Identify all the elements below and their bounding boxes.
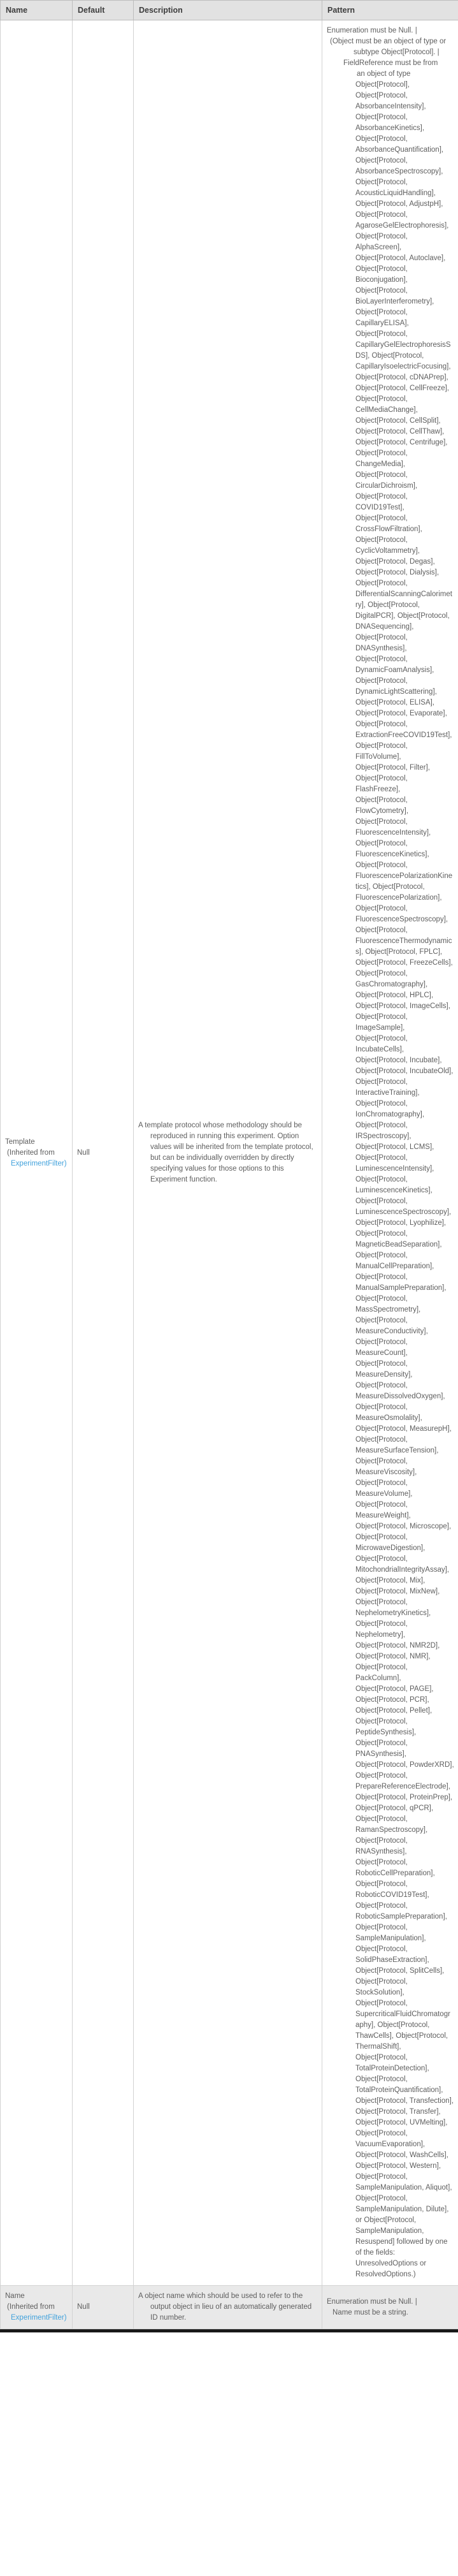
default-value: Null (77, 1148, 90, 1157)
inherited-link-line (11, 2313, 68, 2324)
pattern-intro-line: Enumeration must be Null. | (327, 27, 417, 34)
inherited-note-suffix: ) (64, 2314, 67, 2322)
option-name: Template (5, 1138, 35, 1146)
default-value: Null (77, 2303, 90, 2311)
inherited-note-suffix: ) (64, 1159, 67, 1167)
name-cell-template (1, 20, 73, 2286)
default-cell-template (73, 20, 134, 2286)
experiment-filter-link[interactable]: ExperimentFilter (11, 2314, 64, 2322)
description-cell-template (134, 20, 322, 2286)
pattern-line: Name must be a string. (333, 2308, 408, 2316)
experiment-filter-link[interactable]: ExperimentFilter (11, 1159, 64, 1167)
inherited-link-line (11, 1159, 68, 1169)
inherited-note: (Inherited from (7, 1148, 55, 1157)
pattern-cell-template (322, 20, 458, 2286)
column-header-pattern: Pattern (322, 1, 458, 20)
table-row-template (1, 20, 458, 2286)
pattern-line: Enumeration must be Null. | (327, 2297, 417, 2306)
name-cell-name (1, 2286, 73, 2329)
pattern-enumeration: Object[Protocol], Object[Protocol, AbsorbanceIntensity], Object[Protocol, AbsorbanceKinetics], Object[Protocol, AbsorbanceQuantification], Object[Protocol, AbsorbanceSpectroscopy], Object[Protocol, AcousticLiquidHandling], Object[Protocol, AdjustpH], Object[Protocol, AgaroseGelElectrophoresis], Object[Protocol, AlphaScreen], Object[Protocol, Autoclave], Object[Protocol, Bioconjugation], Object[Protocol, BioLayerInterferometry], Object[Protocol, CapillaryELISA], Object[Protocol, CapillaryGelElectrophoresisSDS], Object[Protocol, CapillaryIsoelectricFocusing], Object[Protocol, cDNAPrep], Object[Protocol, CellFreeze], Object[Protocol, CellMediaChange], Object[Protocol, CellSplit], Object[Protocol, CellThaw], Object[Protocol, Centrifuge], Object[Protocol, ChangeMedia], Object[Protocol, CircularDichroism], Object[Protocol, COVID19Test], Object[Protocol, CrossFlowFiltration], Object[Protocol, CyclicVoltammetry], Object[Protocol, Degas], Object[Protocol, Dialysis], Object[Protocol, DifferentialScanningCalorimetry], Object[Protocol, DigitalPCR], Object[Protocol, DNASequencing], Object[Protocol, DNASynthesis], Object[Protocol, DynamicFoamAnalysis], Object[Protocol, DynamicLightScattering], Object[Protocol, ELISA], Object[Protocol, Evaporate], Object[Protocol, ExtractionFreeCOVID19Test], Object[Protocol, FillToVolume], Object[Protocol, Filter], Object[Protocol, FlashFreeze], Object[Protocol, FlowCytometry], Object[Protocol, FluorescenceIntensity], Object[Protocol, FluorescenceKinetics], Object[Protocol, FluorescencePolarizationKinetics], Object[Protocol, FluorescencePolarization], Object[Protocol, FluorescenceSpectroscopy], Object[Protocol, FluorescenceThermodynamics], Object[Protocol, FPLC], Object[Protocol, FreezeCells], Object[Protocol, GasChromatography], Object[Protocol, HPLC], Object[Protocol, ImageCells], Object[Protocol, ImageSample], Object[Protocol, IncubateCells], Object[Protocol, Incubate], Object[Protocol, IncubateOld], Object[Protocol, InteractiveTraining], Object[Protocol, IonChromatography], Object[Protocol, IRSpectroscopy], Object[Protocol, LCMS], Object[Protocol, LuminescenceIntensity], Object[Protocol, LuminescenceKinetics], Object[Protocol, LuminescenceSpectroscopy], Object[Protocol, Lyophilize], Object[Protocol, MagneticBeadSeparation], Object[Protocol, ManualCellPreparation], Object[Protocol, ManualSamplePreparation], Object[Protocol, MassSpectrometry], Object[Protocol, MeasureConductivity], Object[Protocol, MeasureCount], Object[Protocol, MeasureDensity], Object[Protocol, MeasureDissolvedOxygen], Object[Protocol, MeasureOsmolality], Object[Protocol, MeasurepH], Object[Protocol, MeasureSurfaceTension], Object[Protocol, MeasureViscosity], Object[Protocol, MeasureVolume], Object[Protocol, MeasureWeight], Object[Protocol, Microscope], Object[Protocol, MicrowaveDigestion], Object[Protocol, MitochondrialIntegrityAssay], Object[Protocol, Mix], Object[Protocol, MixNew], Object[Protocol, NephelometryKinetics], Object[Protocol, Nephelometry], Object[Protocol, NMR2D], Object[Protocol, NMR], Object[Protocol, PackColumn], Object[Protocol, PAGE], Object[Protocol, PCR], Object[Protocol, Pellet], Object[Protocol, PeptideSynthesis], Object[Protocol, PNASynthesis], Object[Protocol, PowderXRD], Object[Protocol, PrepareReferenceElectrode], Object[Protocol, ProteinPrep], Object[Protocol, qPCR], Object[Protocol, RamanSpectroscopy], Object[Protocol, RNASynthesis], Object[Protocol, RoboticCellPreparation], Object[Protocol, RoboticCOVID19Test], Object[Protocol, RoboticSamplePreparation], Object[Protocol, SampleManipulation], Object[Protocol, SolidPhaseExtraction], Object[Protocol, SplitCells], Object[Protocol, StockSolution], Object[Protocol, SupercriticalFluidChromatography], Object[Protocol, ThawCells], Object[Protocol, ThermalShift], Object[Protocol, TotalProteinDetection], Object[Protocol, TotalProteinQuantification], Object[Protocol, Transfection], Object[Protocol, Transfer], Object[Protocol, UVMelting], Object[Protocol, VacuumEvaporation], Object[Protocol, WashCells], Object[Protocol, Western], Object[Protocol, SampleManipulation, Aliquot], Object[Protocol, SampleManipulation, Dilute], or Object[Protocol, SampleManipulation, Resuspend] followed by one of the fields: UnresolvedOptions or ResolvedOptions.) (355, 81, 454, 2278)
bottom-bar (0, 2329, 458, 2332)
pattern-intro-line: subtype Object[Protocol]. | (354, 48, 440, 56)
default-cell-name (73, 2286, 134, 2329)
option-name: Name (5, 2292, 25, 2300)
pattern-intro-line: an object of type (357, 70, 411, 78)
description-cell-name (134, 2286, 322, 2329)
column-header-description: Description (134, 1, 322, 20)
pattern-intro-line: FieldReference must be from (343, 59, 438, 67)
pattern-intro-line: (Object must be an object of type or (330, 38, 447, 45)
table-header-row (1, 1, 458, 20)
table-row-name (1, 2286, 458, 2329)
option-description: A object name which should be used to refer to the output object in lieu of an automatically generated ID number. (138, 2292, 312, 2322)
pattern-intro (327, 26, 454, 80)
pattern-cell-name (322, 2286, 458, 2329)
column-header-default: Default (73, 1, 134, 20)
inherited-note: (Inherited from (7, 2303, 55, 2311)
option-description: A template protocol whose methodology should be reproduced in running this experiment. Option values will be inherited from the template protocol, but can be individually overridden by directly specifying values for those options to this Experiment function. (138, 1122, 313, 1183)
column-header-name: Name (1, 1, 73, 20)
